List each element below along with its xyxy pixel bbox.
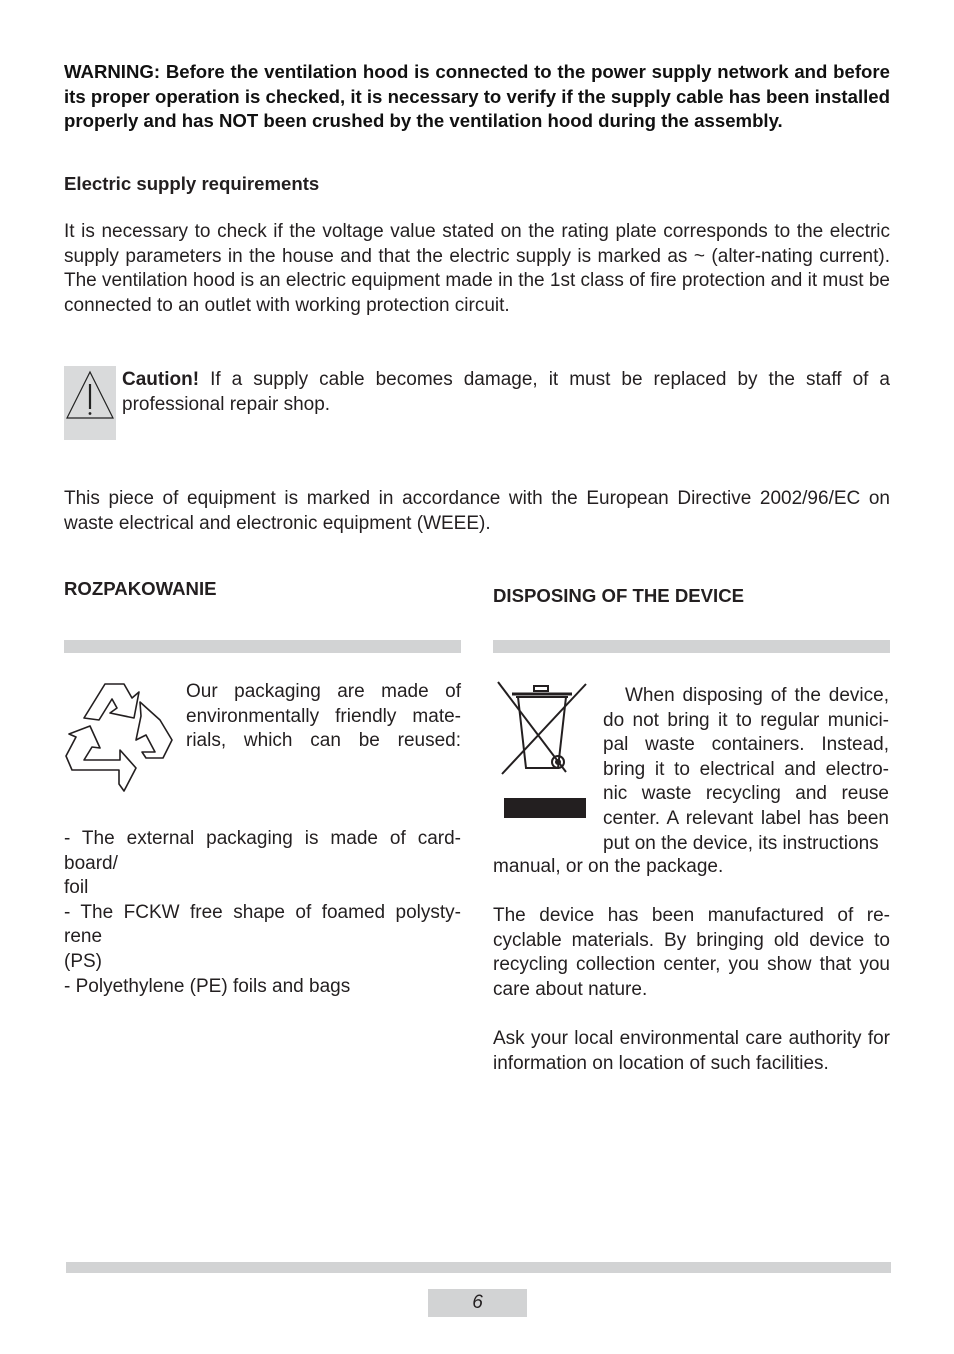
caution-icon-box [64,366,116,440]
list-item: foil [64,877,89,899]
caution-text [122,368,890,417]
unpacking-divider [64,640,461,653]
disposing-intro: When disposing of the device, do not bring it to regular munici-pal waste containers. Instead, bring it to electrical and electro-nic waste recycling and reuse center. A relevant label has been put on the device, its instructions [603,685,889,854]
caution-label: Caution! [122,369,200,390]
list-item: - The external packaging is made of card-board/ [64,828,461,874]
list-item: - The FCKW free shape of foamed polysty-rene [64,901,461,948]
unpacking-heading: ROZPAKOWANIE [64,578,217,599]
disposing-para3: Ask your local environmental care authority for information on location of such facilities. [493,1028,890,1074]
page-number: 6 [428,1289,527,1317]
weee-text: This piece of equipment is marked in accordance with the European Directive 2002/96/EC on waste electrical and electronic equipment (WEEE). [64,488,890,534]
unpacking-list [64,827,461,999]
list-item: - Polyethylene (PE) foils and bags [64,975,351,997]
disposing-intro-tail: manual, or on the package. [493,856,724,877]
unpacking-intro: Our packaging are made of environmentally friendly mate-rials, which can be reused: [186,681,461,752]
disposing-divider [493,640,890,653]
footer-divider [66,1262,891,1273]
disposing-heading: DISPOSING OF THE DEVICE [493,585,745,606]
list-item: (PS) [64,950,102,972]
crossed-bin-icon [496,680,590,822]
electric-heading: Electric supply requirements [64,173,320,194]
recycle-icon [62,680,176,798]
electric-body: It is necessary to check if the voltage value stated on the rating plate corresponds to the electric supply parameters in the house and that the electric supply is marked as ~ (alter-nating current). The ventilation hood is an electric equipment made in the 1st class of fire protection and it must be connected to an outlet with working protection circuit. [64,221,890,316]
caution-body: If a supply cable becomes damage, it must be replaced by the staff of a professional repair shop. [122,369,890,415]
disposing-para2: The device has been manufactured of re-cyclable materials. By bringing old device to recycling collection center, you show that you care about nature. [493,905,890,1000]
warning-text: WARNING: Before the ventilation hood is connected to the power supply network and before its proper operation is checked, it is necessary to verify if the supply cable has been installed properly and has NOT been crushed by the ventilation hood during the assembly. [64,61,890,132]
warning-triangle-icon [64,366,116,440]
